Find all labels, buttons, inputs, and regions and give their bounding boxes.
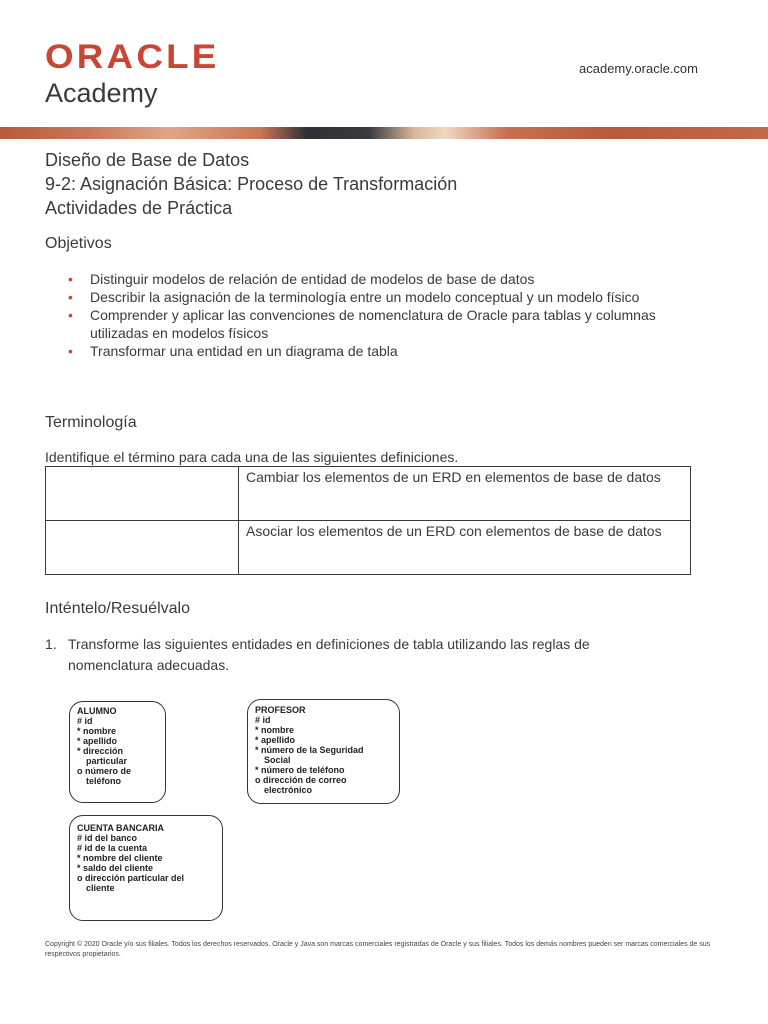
try-it-heading: Inténtelo/Resuélvalo: [45, 600, 190, 617]
lesson-title: 9-2: Asignación Básica: Proceso de Transformación: [45, 174, 458, 194]
objectives-heading: Objetivos: [45, 235, 112, 252]
entity-attribute: * nombre del cliente: [77, 853, 163, 863]
entity-name: CUENTA BANCARIA: [77, 823, 164, 833]
list-item: [68, 270, 668, 288]
definition-cell: Cambiar los elementos de un ERD en elementos de base de datos: [239, 467, 691, 521]
title-block: [45, 148, 457, 220]
terminology-table: [45, 466, 691, 575]
list-item: [68, 306, 668, 342]
oracle-academy-logo: [45, 38, 220, 108]
entity-attribute: particular: [86, 756, 128, 766]
exercise-number: 1.: [45, 636, 57, 652]
entity-attribute: * número de teléfono: [255, 765, 345, 775]
exercise-item: [45, 634, 665, 676]
exercise-text: Transforme las siguientes entidades en definiciones de tabla utilizando las reglas de nomenclatura adecuadas.: [68, 636, 590, 673]
entity-attribute: * nombre: [255, 725, 295, 735]
bullet-icon: •: [68, 271, 73, 287]
objective-text: Distinguir modelos de relación de entidad de modelos de base de datos: [90, 271, 535, 287]
terminology-instruction: Identifique el término para cada una de las siguientes definiciones.: [45, 449, 459, 465]
entity-profesor: [247, 699, 400, 804]
entity-attribute: o dirección particular del: [77, 873, 185, 883]
course-title: Diseño de Base de Datos: [45, 150, 250, 170]
entity-attribute: o dirección de correo: [255, 775, 347, 785]
decorative-banner: [0, 127, 768, 139]
entity-attribute: o número de: [77, 766, 132, 776]
entity-attribute: * nombre: [77, 726, 117, 736]
logo-academy-text: Academy: [45, 78, 158, 108]
entity-attribute: Social: [264, 755, 291, 765]
table-row: [46, 467, 691, 521]
entity-attribute: # id del banco: [77, 833, 138, 843]
entity-attribute: * dirección: [77, 746, 124, 756]
copyright-footer: Copyright © 2020 Oracle y/o sus filiales. Todos los derechos reservados. Oracle y Java son marcas comerciales registradas de Oracle y sus filiales. Todos los demás nombres pueden ser marcas comerciales de sus respectivos propietarios.: [45, 941, 711, 958]
site-link[interactable]: academy.oracle.com: [579, 61, 698, 76]
objective-text: Transformar una entidad en un diagrama de tabla: [90, 343, 398, 359]
objective-text: Comprender y aplicar las convenciones de nomenclatura de Oracle para tablas y columnas utilizadas en modelos físicos: [90, 307, 656, 341]
definition-cell: Asociar los elementos de un ERD con elementos de base de datos: [239, 521, 691, 575]
entity-name: ALUMNO: [77, 706, 117, 716]
term-answer-cell[interactable]: [46, 521, 239, 575]
entity-attribute: * número de la Seguridad: [255, 745, 364, 755]
entity-attribute: teléfono: [86, 776, 121, 786]
list-item: [68, 288, 668, 306]
entity-cuenta-bancaria: [69, 815, 223, 921]
objective-text: Describir la asignación de la terminología entre un modelo conceptual y un modelo físico: [90, 289, 640, 305]
entity-attribute: # id de la cuenta: [77, 843, 148, 853]
list-item: [68, 342, 668, 360]
table-row: [46, 521, 691, 575]
bullet-icon: •: [68, 289, 73, 305]
page-subtitle: Actividades de Práctica: [45, 198, 233, 218]
entity-attribute: # id: [255, 715, 271, 725]
entity-attribute: * saldo del cliente: [77, 863, 154, 873]
logo-oracle-text: ORACLE: [45, 38, 220, 76]
bullet-icon: •: [68, 343, 73, 359]
entity-attribute: cliente: [86, 883, 115, 893]
entity-name: PROFESOR: [255, 705, 306, 715]
entity-attribute: electrónico: [264, 785, 313, 795]
entity-attribute: * apellido: [77, 736, 118, 746]
entity-attribute: # id: [77, 716, 93, 726]
terminology-heading: Terminología: [45, 414, 137, 431]
objectives-list: [68, 270, 668, 360]
bullet-icon: •: [68, 307, 73, 323]
term-answer-cell[interactable]: [46, 467, 239, 521]
entity-alumno: [69, 701, 166, 803]
entity-attribute: * apellido: [255, 735, 296, 745]
